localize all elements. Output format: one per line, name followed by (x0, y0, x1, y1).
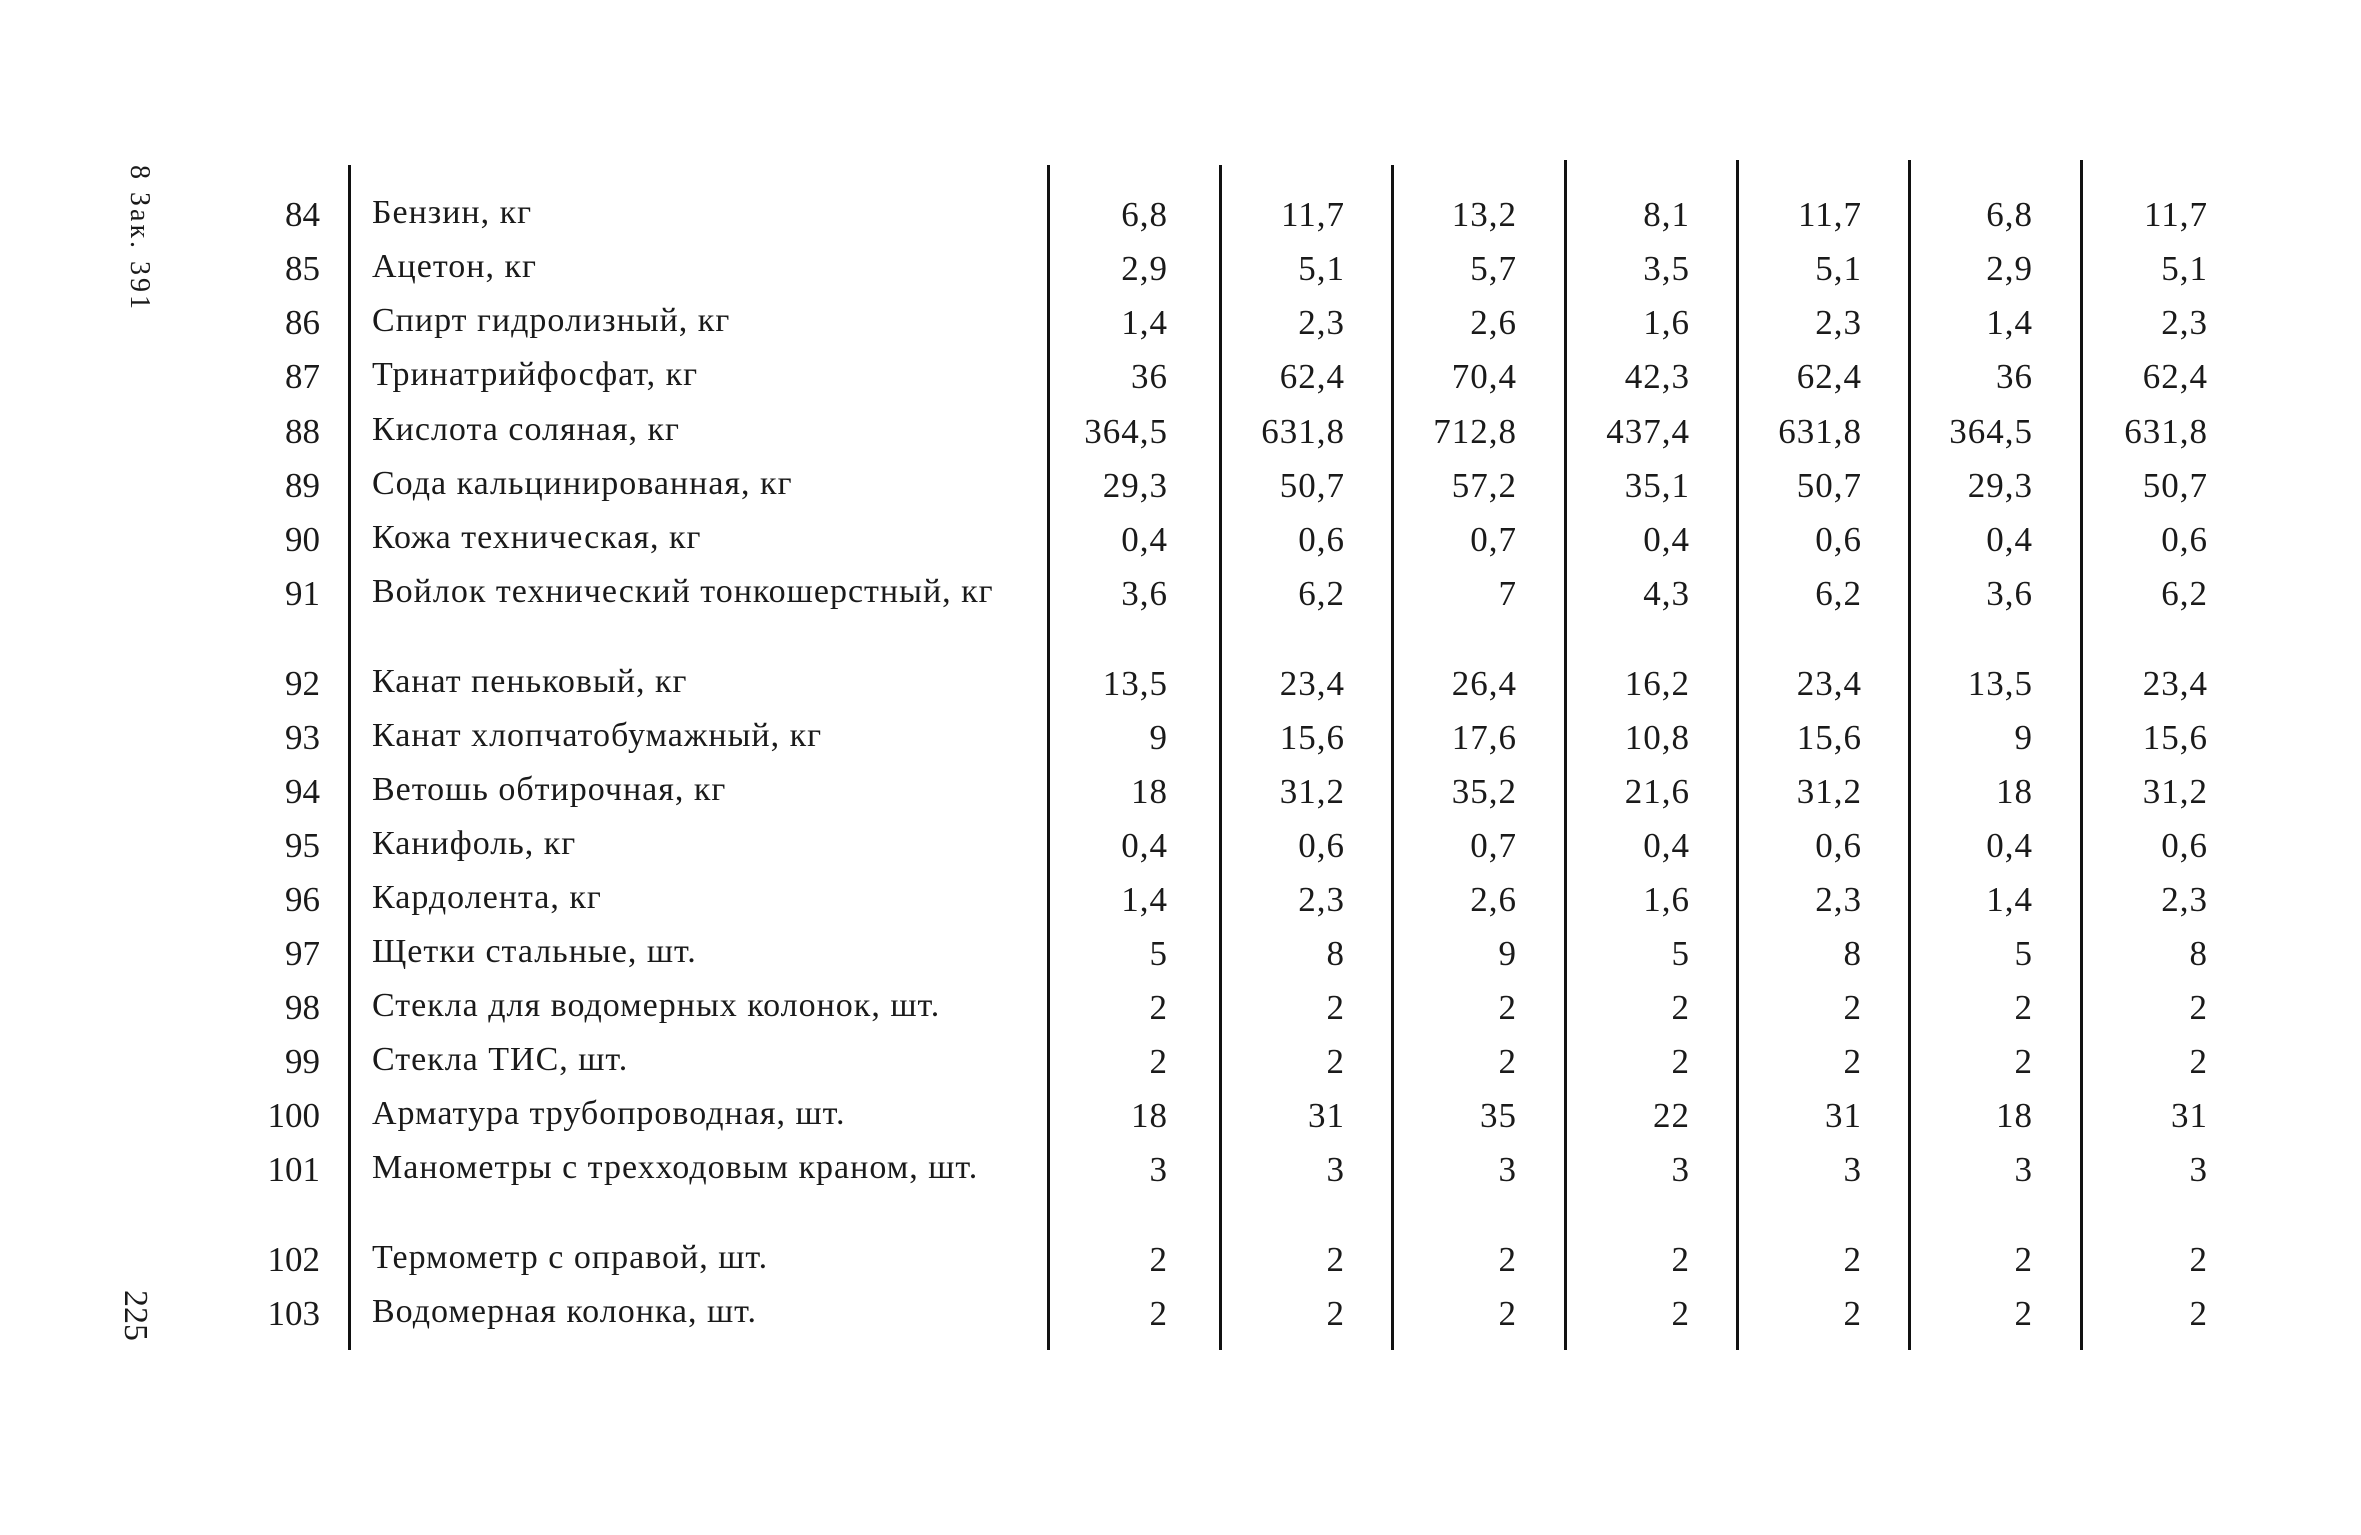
value-cell: 2 (1326, 1042, 1345, 1081)
value-cell: 13,5 (1967, 664, 2033, 703)
value-cell: 2,3 (1298, 880, 1345, 919)
value-cell: 3 (2014, 1150, 2033, 1189)
value-cell: 8,1 (1643, 195, 1690, 234)
row-number: 88 (285, 412, 320, 451)
material-name: Щетки стальные, шт. (372, 933, 697, 970)
column-rule (1219, 165, 1222, 1350)
material-name: Ветошь обтирочная, кг (372, 771, 727, 808)
value-cell: 16,2 (1624, 664, 1690, 703)
value-cell: 2 (1843, 1294, 1862, 1333)
value-cell: 2 (2014, 1294, 2033, 1333)
value-cell: 2 (1843, 1240, 1862, 1279)
value-cell: 29,3 (1102, 466, 1168, 505)
value-cell: 3 (1149, 1150, 1168, 1189)
value-cell: 2 (2014, 988, 2033, 1027)
value-cell: 15,6 (2142, 718, 2208, 757)
value-cell: 1,4 (1986, 303, 2033, 342)
value-cell: 3 (1843, 1150, 1862, 1189)
material-name: Термометр с оправой, шт. (372, 1239, 769, 1276)
row-number: 94 (285, 772, 320, 811)
value-cell: 9 (2014, 718, 2033, 757)
value-cell: 57,2 (1451, 466, 1517, 505)
value-cell: 0,4 (1986, 520, 2033, 559)
value-cell: 0,6 (1815, 520, 1862, 559)
column-rule (1908, 160, 1911, 1350)
row-number: 84 (285, 195, 320, 234)
value-cell: 8 (1843, 934, 1862, 973)
value-cell: 6,8 (1121, 195, 1168, 234)
value-cell: 2 (1671, 1294, 1690, 1333)
value-cell: 62,4 (1279, 357, 1345, 396)
value-cell: 35 (1480, 1096, 1517, 1135)
value-cell: 2,6 (1470, 303, 1517, 342)
row-number: 86 (285, 303, 320, 342)
value-cell: 2 (1326, 1294, 1345, 1333)
value-cell: 8 (1326, 934, 1345, 973)
value-cell: 0,6 (2161, 520, 2208, 559)
row-number: 101 (267, 1150, 320, 1189)
value-cell: 2 (1149, 988, 1168, 1027)
value-cell: 1,6 (1643, 880, 1690, 919)
value-cell: 2 (1149, 1240, 1168, 1279)
material-name: Канат хлопчатобумажный, кг (372, 717, 823, 754)
value-cell: 2 (1671, 1240, 1690, 1279)
value-cell: 1,4 (1121, 303, 1168, 342)
material-name: Бензин, кг (372, 194, 533, 231)
value-cell: 2 (1326, 1240, 1345, 1279)
value-cell: 11,7 (1281, 195, 1345, 234)
row-number: 91 (285, 574, 320, 613)
row-number: 102 (267, 1240, 320, 1279)
value-cell: 13,2 (1451, 195, 1517, 234)
value-cell: 3,6 (1986, 574, 2033, 613)
value-cell: 2,3 (1298, 303, 1345, 342)
row-number: 95 (285, 826, 320, 865)
value-cell: 0,6 (1815, 826, 1862, 865)
value-cell: 0,4 (1121, 826, 1168, 865)
value-cell: 11,7 (2144, 195, 2208, 234)
column-rule (1736, 160, 1739, 1350)
material-name: Водомерная колонка, шт. (372, 1293, 757, 1330)
column-rule (1391, 165, 1394, 1350)
material-name: Тринатрийфосфат, кг (372, 356, 699, 393)
value-cell: 2 (2014, 1240, 2033, 1279)
material-name: Стекла для водомерных колонок, шт. (372, 987, 941, 1024)
value-cell: 6,2 (1815, 574, 1862, 613)
value-cell: 50,7 (2142, 466, 2208, 505)
material-name: Ацетон, кг (372, 248, 537, 285)
value-cell: 2,3 (1815, 880, 1862, 919)
value-cell: 2 (1149, 1042, 1168, 1081)
value-cell: 36 (1996, 357, 2033, 396)
row-number: 99 (285, 1042, 320, 1081)
material-name: Манометры с трехходовым краном, шт. (372, 1149, 979, 1186)
value-cell: 42,3 (1624, 357, 1690, 396)
value-cell: 7 (1498, 574, 1517, 613)
value-cell: 35,2 (1451, 772, 1517, 811)
row-number: 98 (285, 988, 320, 1027)
column-rule (348, 165, 351, 1350)
value-cell: 70,4 (1451, 357, 1517, 396)
value-cell: 3 (2189, 1150, 2208, 1189)
material-name: Кардолента, кг (372, 879, 602, 916)
value-cell: 2 (1149, 1294, 1168, 1333)
value-cell: 2 (1498, 1042, 1517, 1081)
value-cell: 364,5 (1949, 412, 2033, 451)
value-cell: 8 (2189, 934, 2208, 973)
value-cell: 5,1 (1815, 249, 1862, 288)
value-cell: 31,2 (1279, 772, 1345, 811)
value-cell: 1,4 (1986, 880, 2033, 919)
value-cell: 2 (2189, 1294, 2208, 1333)
value-cell: 437,4 (1606, 412, 1690, 451)
value-cell: 1,4 (1121, 880, 1168, 919)
value-cell: 23,4 (1796, 664, 1862, 703)
value-cell: 3 (1326, 1150, 1345, 1189)
value-cell: 2 (1671, 988, 1690, 1027)
value-cell: 31 (1308, 1096, 1345, 1135)
value-cell: 2,3 (2161, 880, 2208, 919)
row-number: 93 (285, 718, 320, 757)
value-cell: 4,3 (1643, 574, 1690, 613)
value-cell: 2 (2014, 1042, 2033, 1081)
value-cell: 5 (1671, 934, 1690, 973)
value-cell: 364,5 (1084, 412, 1168, 451)
value-cell: 50,7 (1279, 466, 1345, 505)
value-cell: 5,7 (1470, 249, 1517, 288)
row-number: 96 (285, 880, 320, 919)
value-cell: 62,4 (1796, 357, 1862, 396)
value-cell: 2 (1498, 1294, 1517, 1333)
material-name: Арматура трубопроводная, шт. (372, 1095, 846, 1132)
value-cell: 36 (1131, 357, 1168, 396)
value-cell: 0,7 (1470, 520, 1517, 559)
material-name: Канифоль, кг (372, 825, 577, 862)
value-cell: 23,4 (2142, 664, 2208, 703)
value-cell: 631,8 (1261, 412, 1345, 451)
value-cell: 0,4 (1121, 520, 1168, 559)
value-cell: 15,6 (1796, 718, 1862, 757)
material-name: Канат пеньковый, кг (372, 663, 688, 700)
material-name: Сода кальцинированная, кг (372, 465, 793, 502)
material-name: Кожа техническая, кг (372, 519, 702, 556)
value-cell: 31 (2171, 1096, 2208, 1135)
value-cell: 17,6 (1451, 718, 1517, 757)
value-cell: 0,4 (1643, 826, 1690, 865)
material-name: Стекла ТИС, шт. (372, 1041, 629, 1078)
value-cell: 2,3 (2161, 303, 2208, 342)
value-cell: 31,2 (2142, 772, 2208, 811)
value-cell: 6,8 (1986, 195, 2033, 234)
value-cell: 5,1 (2161, 249, 2208, 288)
value-cell: 6,2 (2161, 574, 2208, 613)
value-cell: 2 (1843, 988, 1862, 1027)
value-cell: 2 (1498, 1240, 1517, 1279)
value-cell: 10,8 (1624, 718, 1690, 757)
value-cell: 5 (1149, 934, 1168, 973)
value-cell: 50,7 (1796, 466, 1862, 505)
value-cell: 6,2 (1298, 574, 1345, 613)
value-cell: 0,7 (1470, 826, 1517, 865)
column-rule (2080, 160, 2083, 1350)
value-cell: 2 (1326, 988, 1345, 1027)
row-number: 87 (285, 357, 320, 396)
row-number: 85 (285, 249, 320, 288)
value-cell: 631,8 (2124, 412, 2208, 451)
value-cell: 2 (1843, 1042, 1862, 1081)
value-cell: 3,6 (1121, 574, 1168, 613)
value-cell: 29,3 (1967, 466, 2033, 505)
value-cell: 5,1 (1298, 249, 1345, 288)
value-cell: 22 (1653, 1096, 1690, 1135)
value-cell: 1,6 (1643, 303, 1690, 342)
value-cell: 2,9 (1986, 249, 2033, 288)
value-cell: 5 (2014, 934, 2033, 973)
value-cell: 18 (1996, 1096, 2033, 1135)
value-cell: 0,6 (1298, 520, 1345, 559)
material-name: Спирт гидролизный, кг (372, 302, 731, 339)
value-cell: 18 (1996, 772, 2033, 811)
value-cell: 2 (1498, 988, 1517, 1027)
row-number: 97 (285, 934, 320, 973)
row-number: 103 (267, 1294, 320, 1333)
row-number: 100 (267, 1096, 320, 1135)
material-name: Войлок технический тонкошерстный, кг (372, 573, 994, 610)
column-rule (1564, 160, 1567, 1350)
value-cell: 2,9 (1121, 249, 1168, 288)
value-cell: 18 (1131, 1096, 1168, 1135)
row-number: 90 (285, 520, 320, 559)
row-number: 92 (285, 664, 320, 703)
value-cell: 0,6 (2161, 826, 2208, 865)
value-cell: 2,6 (1470, 880, 1517, 919)
value-cell: 15,6 (1279, 718, 1345, 757)
value-cell: 631,8 (1778, 412, 1862, 451)
value-cell: 9 (1149, 718, 1168, 757)
value-cell: 2 (2189, 988, 2208, 1027)
value-cell: 2 (2189, 1240, 2208, 1279)
value-cell: 0,4 (1986, 826, 2033, 865)
value-cell: 3,5 (1643, 249, 1690, 288)
value-cell: 9 (1498, 934, 1517, 973)
material-name: Кислота соляная, кг (372, 411, 680, 448)
value-cell: 21,6 (1624, 772, 1690, 811)
value-cell: 18 (1131, 772, 1168, 811)
value-cell: 35,1 (1624, 466, 1690, 505)
value-cell: 3 (1671, 1150, 1690, 1189)
value-cell: 2 (1671, 1042, 1690, 1081)
value-cell: 712,8 (1433, 412, 1517, 451)
value-cell: 62,4 (2142, 357, 2208, 396)
value-cell: 31 (1825, 1096, 1862, 1135)
row-number: 89 (285, 466, 320, 505)
value-cell: 3 (1498, 1150, 1517, 1189)
value-cell: 0,6 (1298, 826, 1345, 865)
value-cell: 13,5 (1102, 664, 1168, 703)
value-cell: 0,4 (1643, 520, 1690, 559)
value-cell: 31,2 (1796, 772, 1862, 811)
value-cell: 2 (2189, 1042, 2208, 1081)
value-cell: 23,4 (1279, 664, 1345, 703)
value-cell: 26,4 (1451, 664, 1517, 703)
page-number: 225 (117, 1290, 154, 1341)
value-cell: 11,7 (1798, 195, 1862, 234)
column-rule (1047, 165, 1050, 1350)
margin-order-note: 8 Зак. 391 (124, 165, 155, 313)
value-cell: 2,3 (1815, 303, 1862, 342)
